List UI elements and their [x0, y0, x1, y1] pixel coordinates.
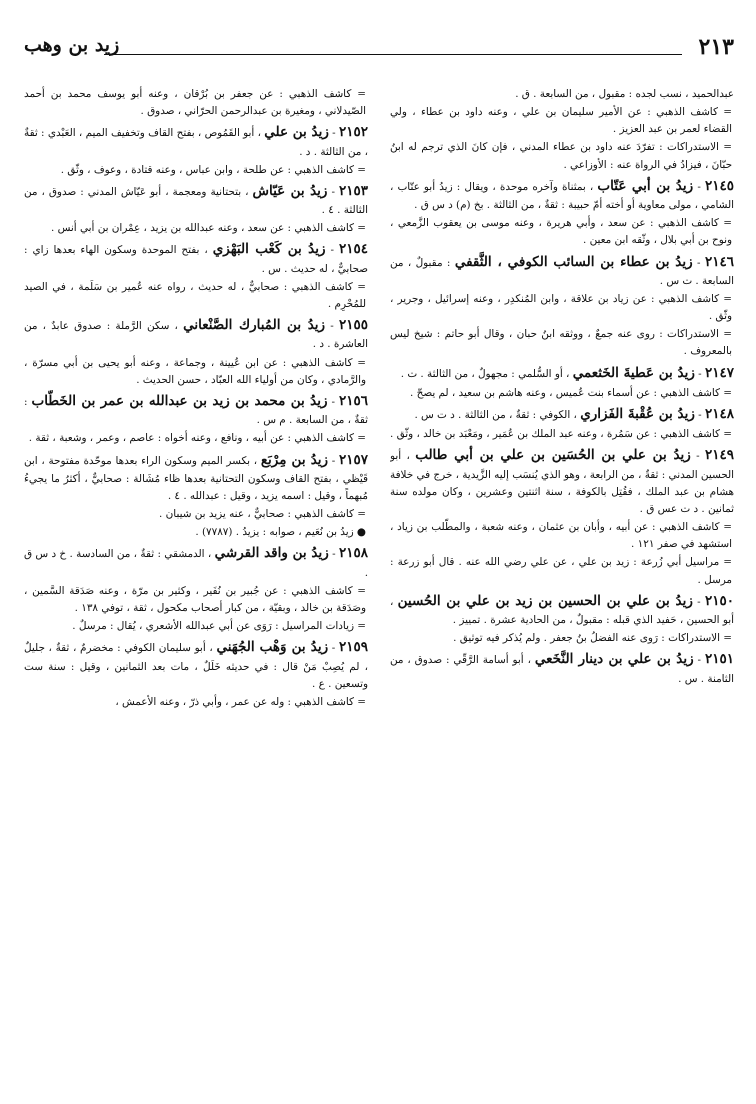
entry-description: ، سكن الرَّملة : صدوق عابدٌ ، من العاشرة . د . — [24, 320, 368, 351]
narrator-name: زيدُ بن محمد بن زيد بن عبدالله بن عمر بن الخَطّاب — [31, 392, 328, 409]
entry-description: ، أبو سليمان الكوفي : مخضرمٌ ، ثقةٌ ، جليلٌ ، لم يُصِبْ مَنْ قال : في حديثه خَلَلٌ ، مات بعد الثمانين ، وقيل : سنة ست وتسعين . ع . — [24, 642, 368, 690]
annotation-line: = الاستدراكات : روى عنه جمعٌ ، ووثقه ابنُ حبان ، وقال أبو حاتم : شيخ ليس بالمعروف . — [390, 328, 732, 358]
annotation-line: = مراسيل أبي زُرعة : زيد بن علي ، عن علي رضي الله عنه . قال أبو زرعة : مرسل . — [390, 556, 732, 586]
annotation-line: = كاشف الذهبي : صحابيٌّ ، عنه يزيد بن شيبان . — [159, 508, 366, 521]
annotation-line: = كاشف الذهبي : عن طلحة ، وابن عباس ، وعنه قتادة ، وعوف ، وثّق . — [60, 163, 366, 176]
narrator-name: زيدُ بن عَيّاش — [252, 182, 328, 199]
text-columns — [24, 86, 734, 1084]
entry-number: ٢١٥٨ — [339, 545, 368, 562]
annotation-line: = كاشف الذهبي : عن أبيه ، وأبان بن عثمان ، وعنه شعبة ، والمطّلب بن زياد ، استشهد في صفر ١٢١ . — [390, 521, 732, 551]
annotation-line: = الاستدراكات : تفرّدَ عنه داود بن عطاء المدني ، فإن كانَ الذي ترجم له ابنُ حبّانَ ، فيزادُ في الرواة عنه : الأوزاعي . — [390, 141, 732, 171]
entry-description: ، أبو القَمُوص ، بفتح القاف وتخفيف الميم ، العَبْدي : ثقةٌ ، من الثالثة . د . — [24, 127, 368, 158]
entry-description: ، بكسر الميم وسكون الراء بعدها موحّدة مفتوحة ، ابن قَيْظي ، بفتح القاف وسكون التحتانية بعدها ظاء مُشَالة : صحابيٌّ ، أكثرُ ما يجيءُ مُبهماً ، وقيل : اسمه يزيد ، وقيل : عبدالله . ٤ . — [24, 454, 368, 502]
annotation-line: = الاستدراكات : رَوى عنه الفضلُ بنُ جعفر . ولم يُذكر فيه توثيق . — [453, 632, 732, 645]
biography-entry: ٢١٥١ - زيدُ بن علي بن دينار النَّخَعي ، أبو أسامة الرَّقّي : صدوق ، من الثامنة . س . — [390, 651, 734, 685]
page-header — [24, 26, 734, 66]
narrator-name: زيدُ بن علي بن الحسين بن زيد بن علي بن الحُسين — [397, 592, 693, 609]
entry-number: ٢١٤٥ — [704, 177, 734, 194]
header-rule — [104, 54, 682, 55]
narrator-name: زيدُ بن عَطيةَ الخَثعمي — [572, 364, 695, 381]
entry-number: ٢١٥٦ — [338, 392, 368, 409]
narrator-name: زيدُ بن وَهْب الجُهَني — [216, 639, 329, 656]
annotation-line: = كاشف الذهبي : عن ابن عُيينة ، وجماعة ، وعنه أبو يحيى بن أبي مسرّة ، والرَّمادي ، وكان من أولياء الله العبّاد ، حسن الحديث . — [24, 356, 366, 386]
narrator-name: زيدُ بن المُبارك الصَّنْعاني — [183, 317, 326, 334]
biography-entry: ٢١٤٥ - زيدُ بن أبي عَتّاب ، بمثناة وآخره موحدة ، ويقال : زيدُ أبو عتّاب ، الشامي ، مولى معاوية أو أخته أمّ حبيبة : ثقةٌ ، من الثالثة . بخ (م) د س ق . — [390, 177, 734, 212]
entry-description: ، بتحتانية ومعجمة ، أبو عَيّاش المدني : صدوق ، من الثالثة . ٤ . — [24, 185, 368, 217]
entry-description: ، أبو الحسين المدني : ثقةٌ ، من الرابعة ، وهو الذي يُنسَب إليه الزَّيدية ، خرج في خلافة هشام بن عبد الملك ، فقُتِل بالكوفة ، سنة اثنتين وعشرين ، وكان مولده سنة ثمانين . د ت عس ق . — [390, 450, 734, 515]
biography-entry: ٢١٤٨ - زيدُ بن عُقْبةَ الفَزاري ، الكوفي : ثقةٌ ، من الثالثة . د ت س . — [414, 405, 734, 422]
entry-description: ، الدمشقي : ثقةٌ ، من السادسة . خ د س ق . — [24, 548, 368, 579]
annotation-line: = كاشف الذهبي : عن زياد بن علاقة ، وابن المُنكدِر ، وعنه إسرائيل ، وجرير ، وثّق . — [390, 292, 732, 323]
annotation-line: = كاشف الذهبي : عن سعد ، وأبي هريرة ، وعنه موسى بن يعقوب الزَّمعي ، ونوح بن أبي بلال ، وثّقه ابن معين . — [390, 217, 732, 247]
narrator-name: زيدُ بن واقد القرشي — [214, 545, 329, 562]
entry-description: ، بمثناة وآخره موحدة ، ويقال : زيدُ أبو عتّاب ، الشامي ، مولى معاوية أو أخته أمّ حبيبة : ثقةٌ ، من الثالثة . بخ (م) د س ق . — [390, 180, 734, 212]
biography-entry: ٢١٥٠ - زيدُ بن علي بن الحسين بن زيد بن علي بن الحُسين ، أبو الحسين ، حَفيد الذي قبله : مقبولٌ ، من الحادية عشرة . تمييز . — [390, 592, 734, 627]
annotation-line: = زيادات المراسيل : رَوَى عن أبي عبدالله الأشعري ، يُقال : مرسلٌ . — [72, 620, 366, 633]
entry-number: ٢١٥١ — [705, 651, 734, 668]
biography-entry: ٢١٥٥ - زيدُ بن المُبارك الصَّنْعاني ، سكن الرَّملة : صدوق عابدٌ ، من العاشرة . د . — [24, 317, 368, 351]
annotation-line: = كاشف الذهبي : عن أسماء بنت عُميس ، وعنه هاشم بن سعيد ، لم يصحّ . — [410, 386, 732, 399]
right-column — [390, 86, 734, 1084]
annotation-line: = كاشف الذهبي : عن أبيه ، ونافع ، وعنه أخواه : عاصم ، وعمر ، وشعبة ، ثقة . — [28, 432, 366, 445]
narrator-name: زيدُ بن علي بن دينار النَّخَعي — [534, 651, 694, 668]
biography-entry: ٢١٥٦ - زيدُ بن محمد بن زيد بن عبدالله بن عمر بن الخَطّاب : ثقةٌ ، من السابعة . م س . — [24, 392, 368, 427]
entry-description: ، أبو أسامة الرَّقّي : صدوق ، من الثامنة . س . — [390, 654, 734, 685]
entry-description: ، بفتح الموحدة وسكون الهاء بعدها زاي : صحابيٌّ ، له حديث . س . — [24, 244, 368, 275]
entry-description: : مقبولٌ ، من السابعة . ت س . — [390, 256, 734, 287]
continued-text: عبدالحميد ، نسب لجده : مقبول ، من السابعة . ق . — [515, 88, 734, 100]
annotation-line: = كاشف الذهبي : وله عن عمر ، وأبي ذرّ ، وعنه الأعمش ، — [115, 695, 366, 708]
biography-entry: ٢١٥٣ - زيدُ بن عَيّاش ، بتحتانية ومعجمة ، أبو عَيّاش المدني : صدوق ، من الثالثة . ٤ . — [24, 182, 368, 217]
narrator-name: زيدُ بن مِرْبَع — [260, 451, 329, 468]
entry-number: ٢١٤٩ — [705, 447, 734, 464]
entry-description: ، الكوفي : ثقةٌ ، من الثالثة . د ت س . — [414, 408, 581, 421]
narrator-name: زيدُ بن علي بن الحُسَين بن علي بن أبي طالب — [415, 447, 691, 464]
biography-entry: ٢١٥٨ - زيدُ بن واقد القرشي ، الدمشقي : ثقةٌ ، من السادسة . خ د س ق . — [24, 545, 368, 579]
entry-number: ٢١٤٧ — [704, 364, 734, 381]
narrator-name: زيدُ بن كَعْب البَهْزي — [212, 241, 326, 258]
biography-entry: ٢١٤٩ - زيدُ بن علي بن الحُسَين بن علي بن أبي طالب ، أبو الحسين المدني : ثقةٌ ، من الرابعة ، وهو الذي يُنسَب إليه الزَّيدية ، خرج في خلافة هشام بن عبد الملك ، فقُتِل بالكوفة ، سنة اثنتين وعشرين ، وكان مولده سنة ثمانين . د ت عس ق . — [390, 447, 734, 515]
running-title: زيد بن وهب — [24, 34, 120, 56]
biography-entry: ٢١٥٩ - زيدُ بن وَهْب الجُهَني ، أبو سليمان الكوفي : مخضرمٌ ، ثقةٌ ، جليلٌ ، لم يُصِبْ مَنْ قال : في حديثه خَلَلٌ ، مات بعد الثمانين ، وقيل : سنة ست وتسعين . ع . — [24, 639, 368, 690]
entry-number: ٢١٤٨ — [704, 405, 734, 422]
entry-number: ٢١٤٦ — [704, 253, 734, 270]
narrator-name: زيدُ بن أبي عَتّاب — [597, 177, 694, 194]
entry-description: : ثقةٌ ، من السابعة . م س . — [24, 395, 368, 427]
narrator-name: زيدُ بن علي — [264, 124, 329, 141]
annotation-line: = كاشف الذهبي : عن سَمُرة ، وعنه عبد الملك بن عُمَير ، ومَعْبَد بن خالد ، وثّق . — [390, 428, 732, 441]
biography-entry: ٢١٤٧ - زيدُ بن عَطيةَ الخَثعمي ، أو السُّلمي : مجهولٌ ، من الثالثة . ت . — [400, 364, 734, 381]
annotation-line: ● زيدُ بن نُعَيم ، صوابه : يزيدُ . (٧٧٨٧) . — [195, 526, 366, 539]
entry-number: ٢١٥٩ — [338, 639, 368, 656]
annotation-line: = كاشف الذهبي : عن جُبير بن نُفَير ، وكثير بن مرّة ، وعنه صَدَقة السَّمين ، وصَدَقة بن خالد ، وبقيّة ، من كبار أصحاب مكحول ، ثقة ، توفي ١٣٨ . — [24, 584, 366, 614]
biography-entry: ٢١٥٢ - زيدُ بن علي ، أبو القَمُوص ، بفتح القاف وتخفيف الميم ، العَبْدي : ثقةٌ ، من الثالثة . د . — [24, 124, 368, 158]
biography-entry: ٢١٥٤ - زيدُ بن كَعْب البَهْزي ، بفتح الموحدة وسكون الهاء بعدها زاي : صحابيٌّ ، له حديث . س . — [24, 241, 368, 275]
entry-number: ٢١٥٣ — [338, 182, 368, 199]
annotation-line: = كاشف الذهبي : عن سعد ، وعنه عبدالله بن يزيد ، عِمْران بن أبي أنس . — [51, 222, 366, 235]
entry-description: ، أو السُّلمي : مجهولٌ ، من الثالثة . ت . — [400, 367, 573, 380]
biography-entry: ٢١٤٦ - زيدُ بن عطاء بن السائب الكوفي ، الثَّقفي : مقبولٌ ، من السابعة . ت س . — [390, 253, 734, 287]
entry-number: ٢١٥٥ — [338, 317, 368, 334]
annotation-line: = كاشف الذهبي : عن الأمير سليمان بن علي ، وعنه داود بن عطاء ، ولي القضاء لعمر بن عبد العزيز . — [390, 106, 732, 136]
entry-number: ٢١٥٢ — [338, 124, 368, 141]
narrator-name: زيدُ بن عُقْبةَ الفَزاري — [580, 405, 695, 422]
page-number: ٢١٣ — [698, 34, 734, 60]
entry-number: ٢١٥٧ — [339, 451, 368, 468]
annotation-line: = كاشف الذهبي : عن جعفر بن بُرْقان ، وعنه أبو يوسف محمد بن أحمد الصّيدلاني ، ومغيرة بن عبدالرحمن الحرّاني ، صدوق . — [24, 88, 366, 118]
entry-number: ٢١٥٤ — [338, 241, 368, 258]
narrator-name: زيدُ بن عطاء بن السائب الكوفي ، الثَّقفي — [454, 253, 693, 270]
left-column — [24, 86, 368, 1084]
annotation-line: = كاشف الذهبي : صحابيٌّ ، له حديث ، رواه عنه عُمير بن سَلَمة ، في الصيد للمُحْرِم . — [24, 280, 366, 311]
entry-number: ٢١٥٠ — [704, 592, 734, 609]
biography-entry: ٢١٥٧ - زيدُ بن مِرْبَع ، بكسر الميم وسكون الراء بعدها موحّدة مفتوحة ، ابن قَيْظي ، بفتح القاف وسكون التحتانية بعدها ظاء مُشَالة : صحابيٌّ ، أكثرُ ما يجيءُ مُبهماً ، وقيل : اسمه يزيد ، وقيل : عبدالله . ٤ . — [24, 451, 368, 502]
entry-description: ، أبو الحسين ، حَفيد الذي قبله : مقبولٌ ، من الحادية عشرة . تمييز . — [390, 595, 734, 627]
